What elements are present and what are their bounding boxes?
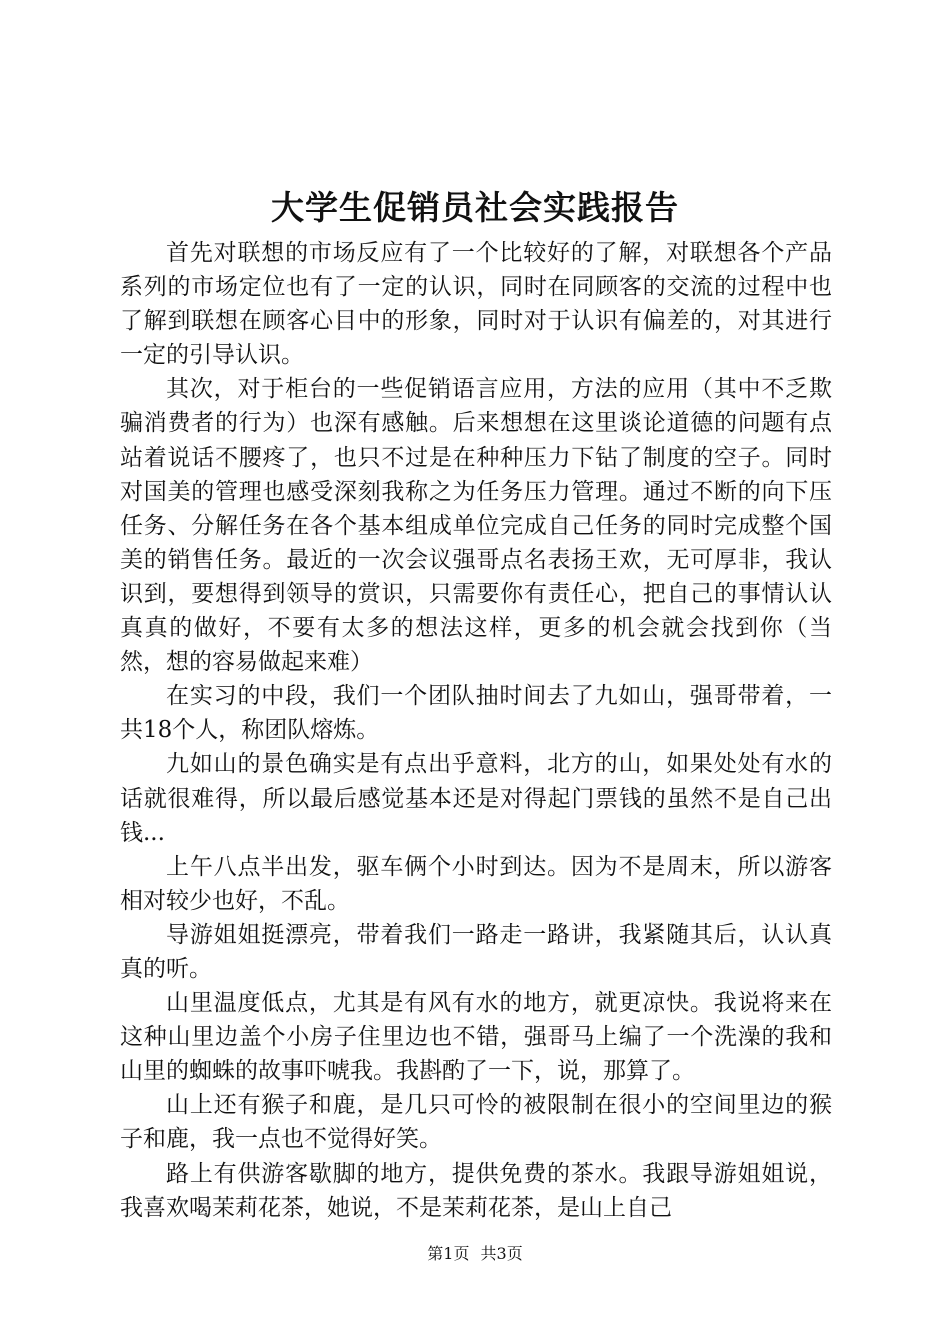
page-number: 第1页 (427, 1244, 470, 1263)
page-total: 共3页 (480, 1244, 523, 1263)
paragraph: 路上有供游客歇脚的地方，提供免费的茶水。我跟导游姐姐说，我喜欢喝茉莉花茶，她说，不是茉莉花茶，是山上自己 (120, 1160, 832, 1221)
document-body (120, 236, 832, 1225)
paragraph: 山里温度低点，尤其是有风有水的地方，就更凉快。我说将来在这种山里边盖个小房子住里边也不错，强哥马上编了一个洗澡的我和山里的蜘蛛的故事吓唬我。我斟酌了一下，说，那算了。 (120, 990, 832, 1085)
paragraph: 上午八点半出发，驱车俩个小时到达。因为不是周末，所以游客相对较少也好，不乱。 (120, 853, 832, 914)
paragraph: 在实习的中段，我们一个团队抽时间去了九如山，强哥带着，一共18个人，称团队熔炼。 (120, 683, 832, 744)
paragraph: 九如山的景色确实是有点出乎意料，北方的山，如果处处有水的话就很难得，所以最后感觉基本还是对得起门票钱的虽然不是自己出钱... (120, 751, 832, 846)
paragraph: 其次，对于柜台的一些促销语言应用，方法的应用（其中不乏欺骗消费者的行为）也深有感触。后来想想在这里谈论道德的问题有点站着说话不腰疼了，也只不过是在种种压力下钻了制度的空子。同时对国美的管理也感受深刻我称之为任务压力管理。通过不断的向下压任务、分解任务在各个基本组成单位完成自己任务的同时完成整个国美的销售任务。最近的一次会议强哥点名表扬王欢，无可厚非，我认识到，要想得到领导的赏识，只需要你有责任心，把自己的事情认认真真的做好，不要有太多的想法这样，更多的机会就会找到你（当然，想的容易做起来难） (120, 376, 832, 676)
page-footer (0, 1242, 950, 1266)
paragraph: 首先对联想的市场反应有了一个比较好的了解，对联想各个产品系列的市场定位也有了一定的认识，同时在同顾客的交流的过程中也了解到联想在顾客心目中的形象，同时对于认识有偏差的，对其进行一定的引导认识。 (120, 240, 832, 369)
document-title: 大学生促销员社会实践报告 (271, 188, 679, 227)
paragraph: 导游姐姐挺漂亮，带着我们一路走一路讲，我紧随其后，认认真真的听。 (120, 921, 832, 982)
paragraph: 山上还有猴子和鹿，是几只可怜的被限制在很小的空间里边的猴子和鹿，我一点也不觉得好笑。 (120, 1092, 832, 1153)
